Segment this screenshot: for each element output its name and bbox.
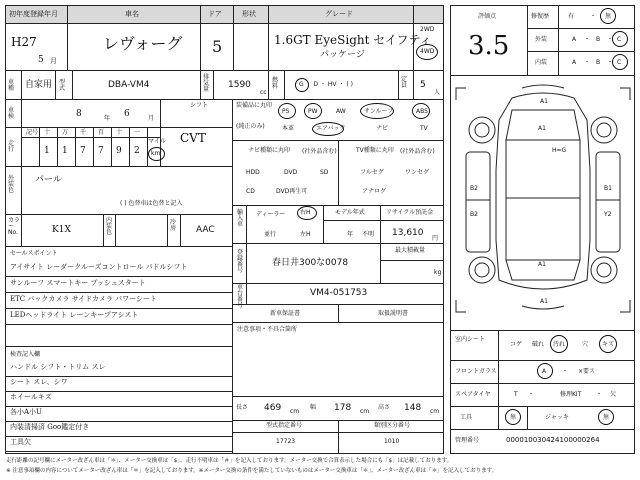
mileage-digit: 2 bbox=[134, 146, 140, 156]
rating-label: 評価点 bbox=[478, 13, 497, 20]
shape-label: 形状 bbox=[242, 10, 256, 18]
width-value: 178 bbox=[334, 403, 352, 413]
color-no-label: カラーNo. bbox=[8, 217, 21, 236]
door-label: ドア bbox=[208, 10, 222, 18]
mileage-digit: 9 bbox=[116, 146, 122, 156]
unit-km: km bbox=[151, 150, 161, 157]
mileage-digit: 1 bbox=[44, 146, 50, 156]
navi-cd: CD bbox=[246, 188, 255, 195]
car-damage-diagram bbox=[452, 80, 634, 320]
max-load-unit: kg bbox=[434, 269, 442, 276]
rating-score: 3.5 bbox=[468, 31, 510, 61]
ac-value: AAC bbox=[196, 225, 215, 235]
vin-label: 車台番号 bbox=[237, 284, 244, 309]
mileage-digit: 7 bbox=[98, 146, 104, 156]
fuel-label: 燃 料 bbox=[272, 77, 279, 90]
glass-dot: ・ bbox=[562, 368, 569, 375]
interior-sheet-label: 室内シート bbox=[455, 336, 486, 343]
parallel: 並行 bbox=[264, 231, 277, 238]
mileage-divider bbox=[57, 127, 58, 166]
navi-sub: (社外品含む) bbox=[302, 148, 337, 155]
equipment-item: サンルーフ bbox=[364, 108, 394, 115]
class-no-value: 1010 bbox=[384, 438, 400, 445]
right-h: 右H bbox=[300, 209, 311, 216]
int-a: A bbox=[572, 59, 577, 66]
displacement-label: 排気量 bbox=[203, 74, 210, 93]
equipment-item: PS bbox=[282, 108, 290, 115]
mileage-digit-header: 一 bbox=[134, 129, 141, 136]
inspection-year-unit: 年 bbox=[104, 115, 111, 122]
inspector-rule bbox=[5, 391, 232, 392]
model-year-unknown: 不明 bbox=[362, 231, 375, 238]
spare-t: T bbox=[514, 391, 518, 398]
mileage-divider bbox=[39, 127, 40, 166]
mileage-digit: 7 bbox=[80, 146, 86, 156]
mileage-digit-header: 記号 bbox=[26, 129, 39, 136]
length-value: 469 bbox=[264, 403, 282, 413]
notes-label: 注意事項・不具合箇所 bbox=[237, 326, 298, 333]
equipment-item: 本革 bbox=[282, 125, 295, 132]
footer-line-1: 走行距離の記号欄にメーター改ざん車は「＊」、メーター交換車は「$」、走行不明車は「＃」を記入しております。メーター交換で合算表示した場合にも「$」は記載しております。 bbox=[6, 458, 453, 464]
sheet-tear: 破れ bbox=[532, 341, 545, 348]
navi-hdd: HDD bbox=[246, 169, 260, 176]
sales-rule bbox=[5, 308, 232, 309]
exterior-color: パール bbox=[35, 175, 62, 185]
int-dot1: ・ bbox=[584, 59, 591, 66]
ext-a: A bbox=[572, 36, 577, 43]
inspector-line: シート スレ、シワ bbox=[10, 378, 68, 386]
repair-dot: ・ bbox=[590, 13, 597, 20]
year-label: 初年度登録年月 bbox=[9, 10, 58, 18]
width-label: 幅 bbox=[310, 404, 317, 411]
capacity-label: 定員 bbox=[401, 76, 408, 89]
mileage-divider bbox=[147, 127, 148, 166]
int-label: 内装 bbox=[535, 59, 548, 66]
diagram-mark-left-rear: B2 bbox=[470, 211, 478, 218]
glass-a: A bbox=[542, 368, 547, 375]
recycle-value: 13,610 bbox=[392, 228, 424, 238]
height-label: 高さ bbox=[378, 404, 391, 411]
tv-oneseg: ワンセグ bbox=[405, 169, 430, 176]
class-no-label: 類別区分番号 bbox=[374, 422, 411, 429]
height-value: 148 bbox=[404, 403, 422, 413]
inspector-line: 内装清掃済 Goo鑑定付き bbox=[10, 423, 90, 431]
recycle-label: リサイクル預託金 bbox=[386, 209, 434, 216]
mileage-digit: 1 bbox=[62, 146, 68, 156]
dealer: ディーラー bbox=[256, 211, 286, 218]
inspection-label: 車検 bbox=[8, 107, 15, 120]
door-count: 5 bbox=[212, 37, 223, 56]
type-label: 型 式 bbox=[59, 79, 66, 92]
repair-none: 無 bbox=[605, 13, 612, 20]
mileage-label: 走行 bbox=[8, 140, 15, 153]
front-glass-label: フロントガラス bbox=[455, 368, 497, 375]
sales-line: アイサイト レーダークルーズコントロール パドルシフト bbox=[10, 263, 188, 271]
mileage-digit-header: 千 bbox=[80, 129, 87, 136]
vin-value: VM4-051753 bbox=[310, 288, 368, 298]
equipment-sub: (純正のみ) bbox=[236, 123, 265, 130]
grade-line-2: パッケージ bbox=[320, 50, 365, 60]
capacity-value: 5 bbox=[420, 80, 426, 90]
tools-label: 工具 bbox=[460, 414, 473, 421]
capacity-unit: 人 bbox=[434, 89, 441, 96]
equipment-item: ABS bbox=[416, 108, 428, 115]
inspection-month-unit: 月 bbox=[148, 115, 155, 122]
ext-label: 外装 bbox=[535, 36, 548, 43]
sales-line: LEDヘッドライト レーンキープアシスト bbox=[10, 311, 139, 319]
model-year-label: モデル年式 bbox=[335, 209, 365, 216]
spare-kit: 修理KIT bbox=[560, 391, 582, 398]
mileage-divider bbox=[129, 127, 130, 166]
max-load-label: 最大積載量 bbox=[395, 247, 426, 254]
month-unit: 月 bbox=[50, 57, 57, 65]
left-h: 左H bbox=[300, 231, 311, 238]
int-c: C bbox=[617, 59, 622, 66]
navi-dvd: DVD bbox=[284, 169, 298, 176]
diagram-mark-left-front: B2 bbox=[470, 185, 478, 192]
import-label: 輸入車 bbox=[237, 209, 244, 228]
displacement-unit: cc bbox=[260, 89, 267, 96]
sales-line: ETC バックカメラ サイドカメラ パワーシート bbox=[10, 295, 157, 303]
diagram-mark-right-front: B1 bbox=[604, 185, 612, 192]
inspector-rule bbox=[5, 451, 232, 452]
spare-missing: 欠 bbox=[610, 391, 617, 398]
registration-year: H27 bbox=[11, 35, 37, 49]
mileage-digit-header: 十 bbox=[116, 129, 123, 136]
inspector-line: 工具欠 bbox=[10, 438, 31, 446]
inspector-label: 検査記入欄 bbox=[10, 351, 41, 358]
mileage-divider bbox=[93, 127, 94, 166]
diagram-mark-rear: A1 bbox=[538, 261, 546, 268]
jack-value: 無 bbox=[603, 414, 610, 421]
sales-rule bbox=[5, 324, 232, 325]
diagram-mark-front: A1 bbox=[540, 98, 548, 105]
reg-label: 登録番号 bbox=[237, 249, 244, 274]
drive-2wd: 2WD bbox=[420, 26, 435, 33]
use-value: 自家用 bbox=[25, 80, 53, 90]
new-car-warranty: 新車保証書 bbox=[270, 310, 301, 317]
sales-line: サンルーフ スマートキー プッシュスタート bbox=[10, 279, 146, 287]
unit-mile: マイル bbox=[148, 138, 166, 145]
reg-value: 春日井300な0078 bbox=[272, 258, 349, 268]
navi-dvd-play: DVD再生可 bbox=[276, 188, 308, 195]
navi-label: ナビ種類に丸印 bbox=[248, 147, 291, 154]
diagram-mark-wiper: H=G bbox=[552, 147, 567, 154]
car-name: レヴォーグ bbox=[103, 34, 183, 53]
type-no-value: 17723 bbox=[276, 438, 296, 445]
tv-label: TV種類に丸印 bbox=[356, 147, 394, 154]
registration-month: 5 bbox=[38, 55, 44, 65]
ext-dot1: ・ bbox=[584, 36, 591, 43]
interior-color-label: 内装色 bbox=[106, 217, 113, 236]
equipment-item: PW bbox=[308, 108, 318, 115]
tv-fullseg: フルセグ bbox=[360, 169, 384, 176]
manual: 取扱説明書 bbox=[378, 310, 409, 317]
navi-sd: SD bbox=[320, 169, 329, 176]
diagram-mark-right-rear: Y2 bbox=[604, 211, 612, 218]
height-unit: cm bbox=[430, 408, 440, 415]
mileage-digit-header: 万 bbox=[62, 129, 69, 136]
inspector-line: ハンドル シフト・トリム スレ bbox=[10, 363, 106, 371]
spare-label: スペアタイヤ bbox=[455, 391, 491, 398]
equipment-label: 装備品に丸印 bbox=[236, 102, 273, 109]
sheet-hole: 穴 bbox=[582, 341, 589, 348]
ext-dot2: ・ bbox=[607, 36, 614, 43]
width-unit: cm bbox=[360, 408, 370, 415]
inspector-rule bbox=[5, 436, 232, 437]
tools-value: 無 bbox=[510, 414, 517, 421]
tv-analog: アナログ bbox=[362, 188, 387, 195]
jack-label: ジャッキ bbox=[545, 414, 569, 421]
equipment-item: ナビ bbox=[376, 125, 389, 132]
ext-c: C bbox=[617, 36, 622, 43]
int-b: B bbox=[596, 59, 601, 66]
inspection-month: 6 bbox=[124, 109, 130, 119]
sheet-dirt: 汚れ bbox=[553, 341, 566, 348]
equipment-item: AW bbox=[336, 108, 346, 115]
grade-label: グレード bbox=[325, 10, 353, 18]
exterior-note: ( ) 色替車は色替と記入 bbox=[120, 200, 183, 207]
displacement-value: 1590 bbox=[228, 80, 251, 90]
type-value: DBA-VM4 bbox=[108, 80, 150, 90]
shift-value: CVT bbox=[180, 131, 206, 145]
sales-rule bbox=[5, 276, 232, 277]
inspector-line: ホイールキズ bbox=[10, 393, 52, 401]
equipment-item: TV bbox=[420, 125, 428, 132]
mileage-digit-header: 百 bbox=[98, 129, 105, 136]
glass-repair: ×要ス bbox=[578, 368, 596, 375]
sales-label: セールスポイント bbox=[10, 250, 58, 257]
inspector-rule bbox=[5, 421, 232, 422]
diagram-mark-hood: A1 bbox=[538, 125, 546, 132]
mileage-divider bbox=[111, 127, 112, 166]
inspector-rule bbox=[5, 406, 232, 407]
ext-b: B bbox=[596, 36, 601, 43]
sheet-scratch: キズ bbox=[602, 341, 614, 348]
color-no-value: K1X bbox=[52, 225, 71, 235]
inspection-year: 8 bbox=[76, 109, 82, 119]
equipment-item: エアバック bbox=[316, 125, 346, 132]
shift-label: シフト bbox=[190, 102, 209, 109]
mileage-digit-header: 十 bbox=[44, 129, 51, 136]
length-unit: cm bbox=[290, 408, 300, 415]
spare-dot2: ・ bbox=[596, 391, 603, 398]
mgmt-value: 000010030424100000264 bbox=[506, 436, 600, 444]
fuel-options: G ・ D ・ HV ・ ( ) bbox=[299, 81, 353, 88]
inspector-line: 各小A小U bbox=[10, 408, 42, 416]
sheet-burn: コゲ bbox=[510, 341, 523, 348]
recycle-unit: 円 bbox=[432, 235, 439, 242]
length-label: 長さ bbox=[236, 404, 249, 411]
kind-label: 車 種 bbox=[8, 79, 15, 92]
mileage-divider bbox=[75, 127, 76, 166]
repair-yes: 有 bbox=[568, 13, 575, 20]
type-no-label: 型式指定番号 bbox=[266, 422, 303, 429]
spare-dot1: ・ bbox=[528, 391, 535, 398]
diagram-mark-bumper: A1 bbox=[540, 298, 548, 305]
repair-label: 修復歴 bbox=[531, 13, 550, 20]
model-label: 車名 bbox=[125, 10, 139, 18]
grade-line-1: 1.6GT EyeSight セイフティ bbox=[274, 33, 432, 47]
exterior-label: 外装色 bbox=[8, 175, 15, 194]
sales-rule bbox=[5, 292, 232, 293]
tv-sub: (社外品含む) bbox=[400, 148, 435, 155]
drive-4wd: 4WD bbox=[420, 48, 435, 55]
mgmt-label: 管理番号 bbox=[455, 437, 480, 444]
inspector-rule bbox=[5, 376, 232, 377]
int-dot2: ・ bbox=[607, 59, 614, 66]
footer-line-2: ※ 注意事項欄の内容についてメーター改ざん車は「＊」を記入しております。※メーター交換の条件を満たしていないものはメーター交換車は「＊」、メーター改ざん車は「＊」を記入しております。 bbox=[6, 468, 498, 474]
ac-label: 冷房 bbox=[170, 219, 177, 232]
model-year-unit: 年 bbox=[347, 231, 354, 238]
